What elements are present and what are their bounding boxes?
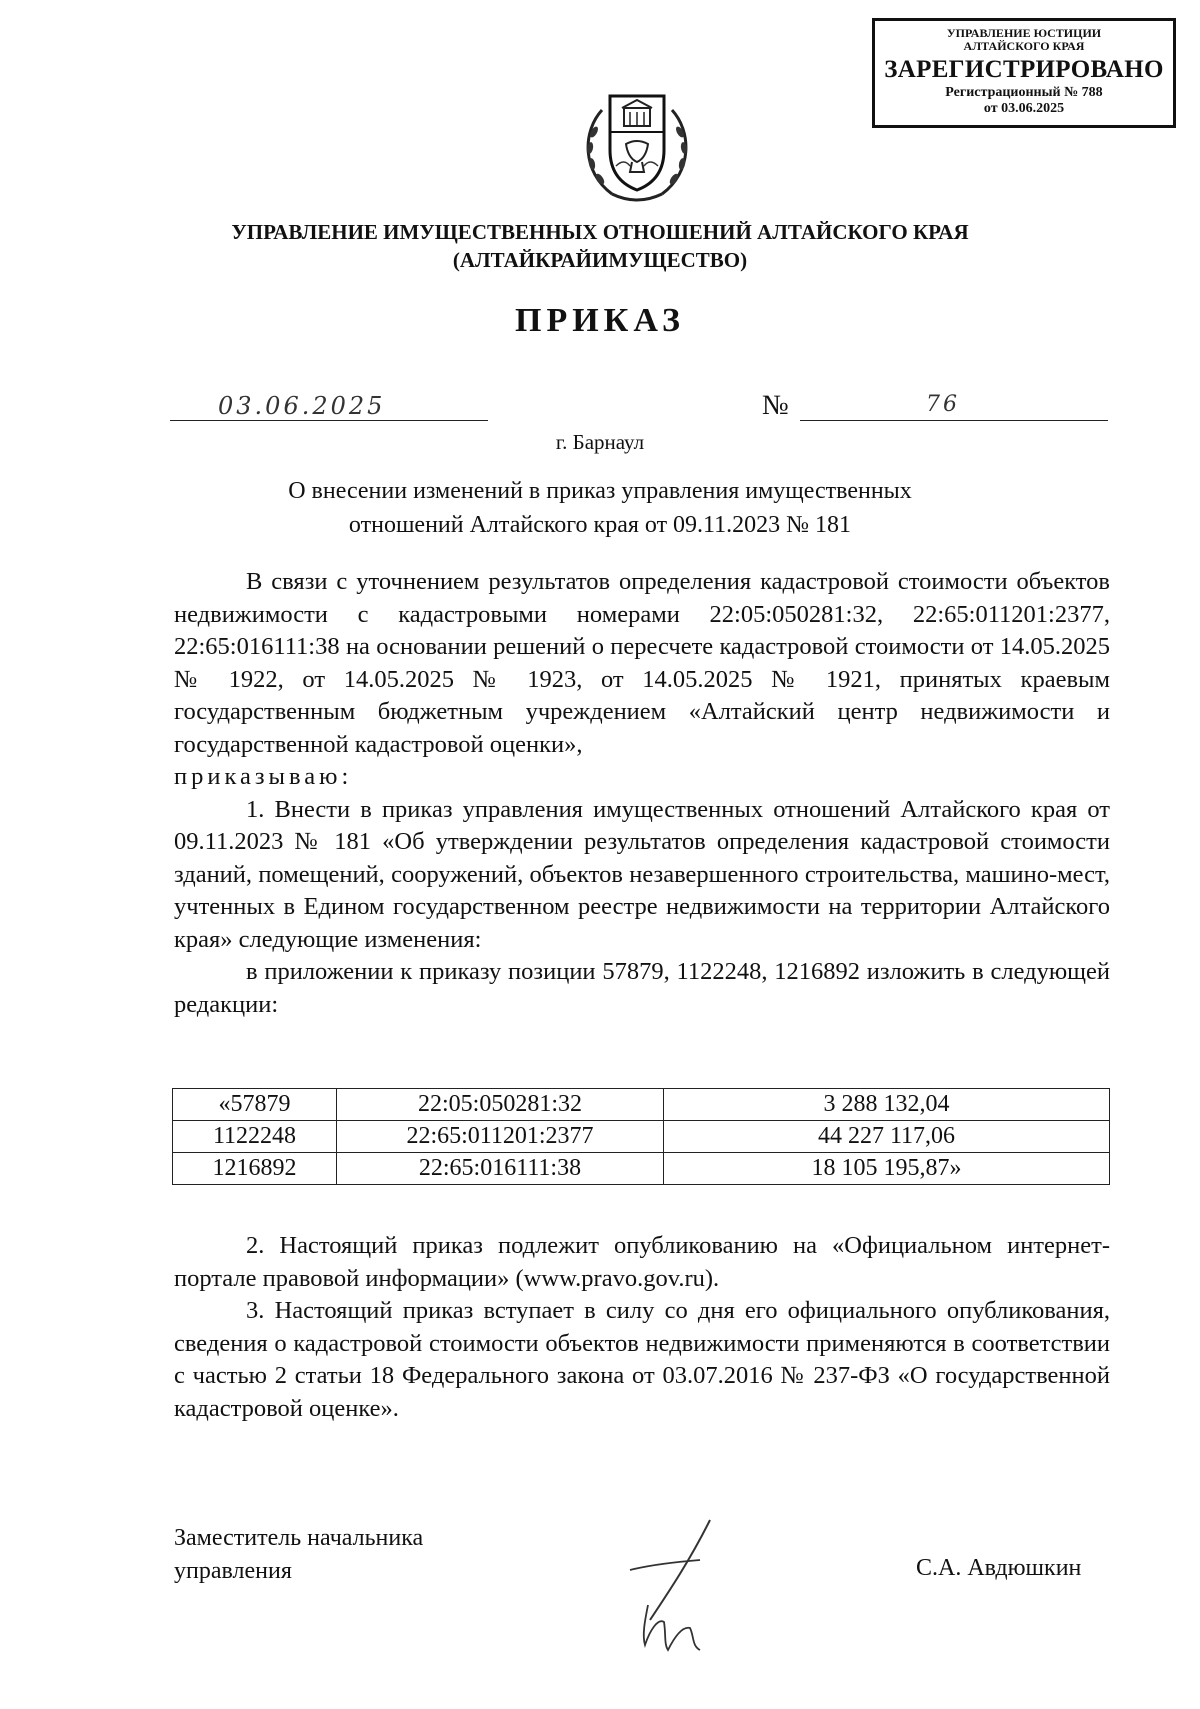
handwritten-number: 76 bbox=[926, 392, 960, 417]
number-sign: № bbox=[762, 390, 789, 421]
signature-icon bbox=[620, 1510, 730, 1660]
signatory-position bbox=[174, 1522, 423, 1588]
item-3-paragraph: 3. Настоящий приказ вступает в силу со дня его официального опубликования, сведения о кадастровой стоимости объектов недвижимости применяются в соответствии с частью 2 статьи 18 Федерального закона от 03.07.2016 № 237-ФЗ «О государственной кадастровой оценке». bbox=[174, 1297, 1110, 1422]
date-underline bbox=[170, 420, 488, 421]
city: г. Барнаул bbox=[555, 430, 645, 454]
table-cell-position: 1216892 bbox=[173, 1153, 337, 1185]
document-type: ПРИКАЗ bbox=[515, 302, 685, 339]
order-word: приказываю: bbox=[174, 763, 353, 790]
position-line1: Заместитель начальника bbox=[174, 1525, 424, 1551]
stamp-org-line1: УПРАВЛЕНИЕ ЮСТИЦИИ bbox=[946, 26, 1102, 40]
subject-line2: отношений Алтайского края от 09.11.2023 № 181 bbox=[348, 512, 852, 538]
subject-line1: О внесении изменений в приказ управления имущественных bbox=[288, 478, 912, 504]
document-body bbox=[174, 566, 1110, 1021]
table-cell-position: 1122248 bbox=[173, 1121, 337, 1153]
stamp-org-line2: АЛТАЙСКОГО КРАЯ bbox=[963, 39, 1085, 53]
positions-table bbox=[172, 1088, 1110, 1185]
document-subject bbox=[0, 474, 1200, 542]
item-1-sub-paragraph: в приложении к приказу позиции 57879, 1122248, 1216892 изложить в следующей редакции: bbox=[174, 958, 1110, 1018]
closing-items bbox=[174, 1230, 1110, 1425]
table-cell-cadastral-number: 22:05:050281:32 bbox=[337, 1089, 664, 1121]
organization-full-name: УПРАВЛЕНИЕ ИМУЩЕСТВЕННЫХ ОТНОШЕНИЙ АЛТАЙСКОГО КРАЯ bbox=[231, 220, 969, 244]
table-cell-cadastral-number: 22:65:016111:38 bbox=[337, 1153, 664, 1185]
table-cell-value: 44 227 117,06 bbox=[664, 1121, 1110, 1153]
table-cell-value: 18 105 195,87» bbox=[664, 1153, 1110, 1185]
table-row bbox=[173, 1089, 1110, 1121]
number-underline bbox=[800, 420, 1108, 421]
item-1-paragraph: 1. Внести в приказ управления имущественных отношений Алтайского края от 09.11.2023 № 181 «Об утверждении результатов определения кадастровой стоимости зданий, помещений, сооружений, объектов незавершенного строительства, машино-мест, учтенных в Едином государственном реестре недвижимости на территории Алтайского края» следующие изменения: bbox=[174, 795, 1110, 953]
signatory-name: С.А. Авдюшкин bbox=[916, 1555, 1082, 1581]
table-cell-position: «57879 bbox=[173, 1089, 337, 1121]
organization-name bbox=[0, 218, 1200, 274]
table-cell-value: 3 288 132,04 bbox=[664, 1089, 1110, 1121]
handwritten-date: 03.06.2025 bbox=[218, 392, 386, 420]
organization-short-name: (АЛТАЙКРАЙИМУЩЕСТВО) bbox=[452, 248, 748, 272]
position-line2: управления bbox=[174, 1558, 292, 1584]
registration-stamp bbox=[872, 18, 1176, 128]
item-2-paragraph: 2. Настоящий приказ подлежит опубликованию на «Официальном интернет-портале правовой информации» (www.pravo.gov.ru). bbox=[174, 1232, 1110, 1292]
coat-of-arms-icon bbox=[572, 82, 702, 210]
stamp-status: ЗАРЕГИСТРИРОВАНО bbox=[884, 56, 1164, 83]
preamble-paragraph: В связи с уточнением результатов определения кадастровой стоимости объектов недвижимости с кадастровыми номерами 22:05:050281:32, 22:65:011201:2377, 22:65:016111:38 на основании решений о пересчете кадастровой стоимости от 14.05.2025 № 1922, от 14.05.2025 № 1923, от 14.05.2025 № 1921, принятых краевым государственным бюджетным учреждением «Алтайский центр недвижимости и государственной кадастровой оценки», bbox=[174, 568, 1110, 758]
table-cell-cadastral-number: 22:65:011201:2377 bbox=[337, 1121, 664, 1153]
stamp-reg-number: Регистрационный № 788 bbox=[945, 85, 1103, 100]
table-row bbox=[173, 1153, 1110, 1185]
stamp-reg-date: от 03.06.2025 bbox=[983, 101, 1065, 116]
table-row bbox=[173, 1121, 1110, 1153]
